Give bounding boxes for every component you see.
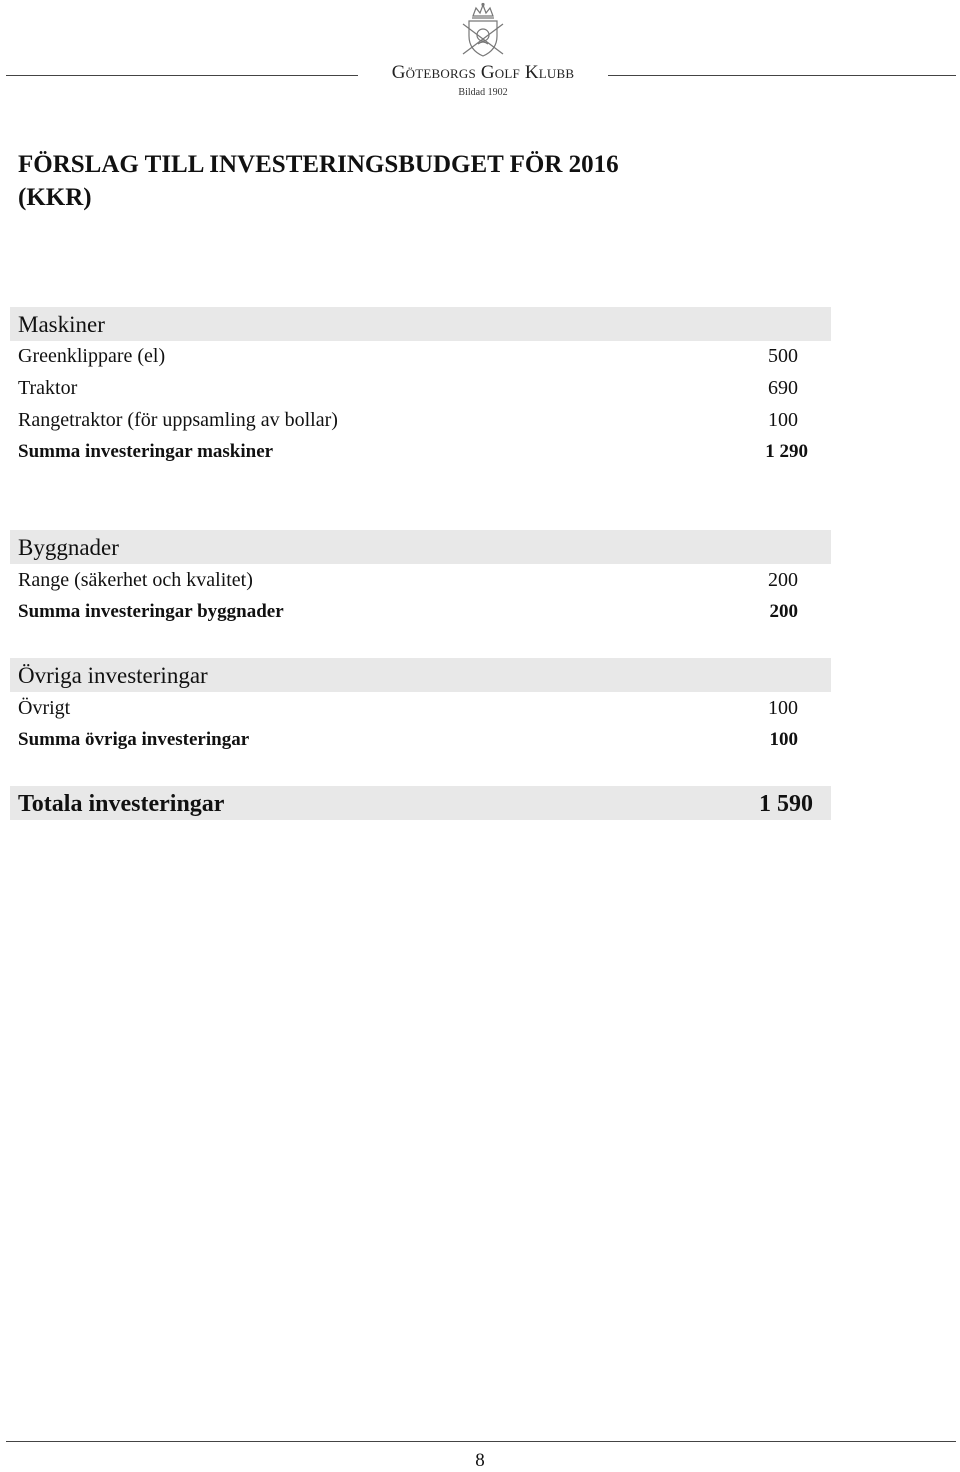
sum-row-ovriga: [18, 724, 808, 756]
total-value: 1 590: [759, 791, 813, 817]
row-label: Range (säkerhet och kvalitet): [18, 569, 253, 591]
table-row: [18, 404, 808, 436]
row-value: 100: [768, 409, 798, 431]
section-band-maskiner: [10, 307, 831, 341]
sum-value: 1 290: [765, 441, 808, 462]
total-row: [18, 786, 813, 820]
table-row: [18, 340, 808, 372]
row-value: 200: [768, 569, 798, 591]
club-name: Göteborgs Golf Klubb: [391, 62, 575, 83]
page-number: 8: [475, 1450, 485, 1471]
footer-rule: [6, 1441, 956, 1442]
row-label: Traktor: [18, 377, 78, 399]
sum-label: Summa investeringar maskiner: [18, 441, 274, 462]
row-value: 100: [768, 697, 798, 719]
table-row: [18, 692, 808, 724]
row-label: Greenklippare (el): [18, 345, 166, 367]
row-value: 690: [768, 377, 798, 399]
row-value: 500: [768, 345, 798, 367]
section-band-byggnader: [10, 530, 831, 564]
total-label: Totala investeringar: [18, 791, 225, 817]
sum-label: Summa övriga investeringar: [18, 729, 250, 750]
sum-value: 100: [769, 729, 798, 750]
row-label: Övrigt: [18, 697, 71, 719]
header-rule-right: [608, 75, 956, 76]
club-founded: Bildad 1902: [458, 87, 508, 98]
document-title: [18, 148, 778, 214]
title-line-1: FÖRSLAG TILL INVESTERINGSBUDGET FÖR 2016: [18, 151, 619, 178]
table-row: [18, 372, 808, 404]
section-heading-maskiner: Maskiner: [18, 312, 105, 337]
section-heading-ovriga: Övriga investeringar: [18, 663, 208, 688]
row-label: Rangetraktor (för uppsamling av bollar): [18, 409, 338, 431]
sum-value: 200: [769, 601, 798, 622]
sum-label: Summa investeringar byggnader: [18, 601, 284, 622]
header-rule-left: [6, 75, 358, 76]
title-line-2: (KKR): [18, 184, 92, 211]
section-heading-byggnader: Byggnader: [18, 535, 119, 560]
sum-row-byggnader: [18, 596, 808, 628]
club-crest-icon: [459, 2, 507, 60]
table-row: [18, 564, 808, 596]
sum-row-maskiner: [18, 436, 808, 468]
